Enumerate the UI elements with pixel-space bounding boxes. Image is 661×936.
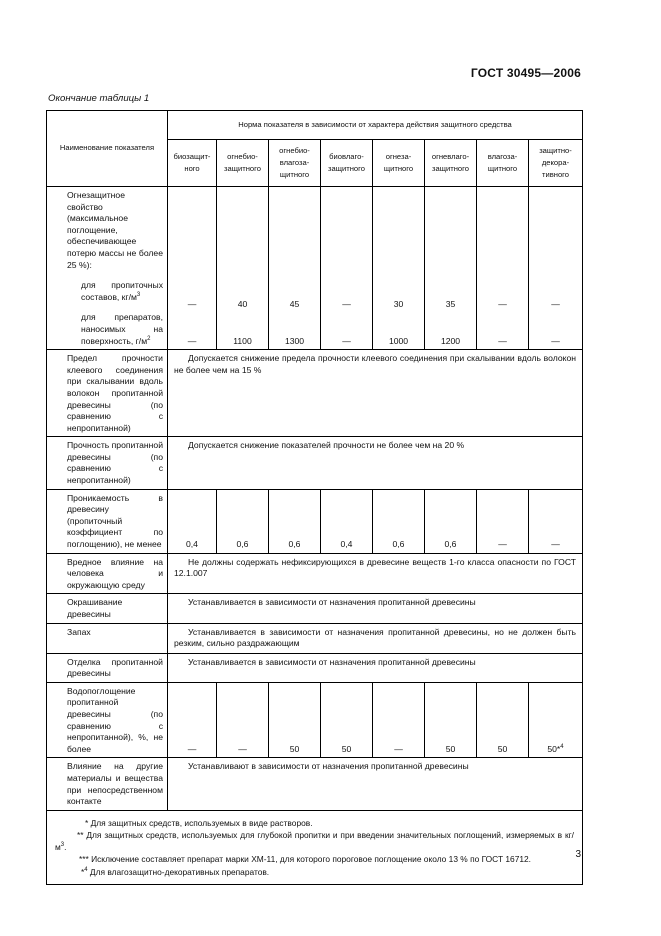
indicator-name xyxy=(47,682,168,758)
value-impregnating: — xyxy=(498,298,507,309)
indicator-name-text: Проникаемость в древесину (пропиточный коэффициент по поглощению), не менее xyxy=(67,492,163,550)
footnotes xyxy=(47,810,583,884)
value-cell: 0,6 xyxy=(269,489,321,553)
value-cell xyxy=(269,187,321,350)
sub-indicator-name xyxy=(67,280,163,303)
column-header: защитно- декора- тивного xyxy=(529,140,583,187)
unit-superscript: 2 xyxy=(147,335,151,342)
requirement-text xyxy=(168,758,583,810)
value-cell: 50 xyxy=(321,682,373,758)
value-surface: 1100 xyxy=(233,335,252,346)
column-header: огнебио- влагоза- щитного xyxy=(269,140,321,187)
document-code: ГОСТ 30495—2006 xyxy=(470,66,581,80)
indicator-name xyxy=(47,623,168,653)
value-cell xyxy=(321,187,373,350)
table-row xyxy=(47,437,583,489)
table-row xyxy=(47,489,583,553)
requirement-text-content: Устанавливают в зависимости от назначения пропитанной древесины xyxy=(188,761,469,772)
value-impregnating: — xyxy=(551,298,560,309)
indicator-name-text xyxy=(67,190,163,271)
value-surface: — xyxy=(187,335,197,346)
column-header: биозащит- ного xyxy=(168,140,217,187)
table-body xyxy=(47,187,583,811)
value-cell: — xyxy=(168,682,217,758)
requirement-text xyxy=(168,653,583,682)
value-surface: 1000 xyxy=(388,335,409,346)
value-cell: 0,4 xyxy=(321,489,373,553)
indicator-name-text: Огнезащитное свойство (максимальное поглощение, обеспечивающее потерю массы не более 25 %): xyxy=(67,190,163,270)
requirement-text xyxy=(168,553,583,594)
indicator-name-text: Отделка пропитанной древесины xyxy=(67,656,163,679)
value-cell xyxy=(217,187,269,350)
requirement-text-content: Устанавливается в зависимости от назначения пропитанной древесины xyxy=(188,597,476,608)
table-caption: Окончание таблицы 1 xyxy=(48,93,150,104)
value-cell: 0,6 xyxy=(217,489,269,553)
table-row xyxy=(47,350,583,437)
indicator-name xyxy=(47,594,168,623)
value-cell: 50*$^4$ xyxy=(529,682,583,758)
indicator-name-text: Запах xyxy=(67,626,91,637)
requirement-text xyxy=(168,623,583,653)
table-row xyxy=(47,623,583,653)
value-cell: 0,6 xyxy=(373,489,425,553)
table-row xyxy=(47,682,583,758)
unit-superscript: 3 xyxy=(136,291,141,298)
column-header: влагоза- щитного xyxy=(477,140,529,187)
table-row xyxy=(47,653,583,682)
indicator-name xyxy=(47,758,168,810)
value-impregnating: 35 xyxy=(445,298,456,309)
page-number: 3 xyxy=(575,849,581,860)
indicator-name-text: Предел прочности клеевого соединения при скалывании вдоль волокон пропитанной древесины (по сравнению с непропитанной) xyxy=(67,353,163,433)
table-row xyxy=(47,187,583,350)
indicator-name xyxy=(47,350,168,437)
sub-indicator-name xyxy=(67,312,163,347)
header-indicator-name: Наименование показателя xyxy=(47,111,168,187)
indicator-name-text: для пропиточных составов, кг/м xyxy=(81,280,163,302)
value-impregnating: — xyxy=(187,298,197,309)
indicator-name-text: Окрашивание древесины xyxy=(67,597,123,620)
table-row xyxy=(47,553,583,594)
value-cell xyxy=(373,187,425,350)
indicator-name xyxy=(47,187,168,350)
header-group: Норма показателя в зависимости от характера действия защитного средства xyxy=(168,111,583,140)
indicator-name xyxy=(47,653,168,682)
value-cell xyxy=(477,187,529,350)
footnote-1: * Для защитных средств, используемых в виде растворов. xyxy=(85,817,313,828)
value-surface: — xyxy=(342,335,351,346)
indicator-name xyxy=(47,489,168,553)
indicator-name xyxy=(47,437,168,489)
column-header: огнебио- защитного xyxy=(217,140,269,187)
value-surface: — xyxy=(551,335,560,346)
value-cell xyxy=(168,187,217,350)
requirement-text-content: Устанавливается в зависимости от назначения пропитанной древесины xyxy=(188,656,476,667)
value-impregnating: 40 xyxy=(237,298,248,309)
value-surface: — xyxy=(498,335,507,346)
column-header: огнеза- щитного xyxy=(373,140,425,187)
footnote-3: *** Исключение составляет препарат марки ХМ-11, для которого пороговое поглощение около 13 % по ГОСТ 16712. xyxy=(79,854,531,865)
requirement-text-content: Допускается снижение предела прочности клеевого соединения при скалывании вдоль волокон не более чем на 15 % xyxy=(174,353,576,375)
requirement-text xyxy=(168,437,583,489)
column-header: огневлаго- защитного xyxy=(425,140,477,187)
footnote-4: *$^4$ Для влагозащитно-декоративных препаратов. xyxy=(81,866,270,877)
value-cell: — xyxy=(373,682,425,758)
value-cell: 50 xyxy=(477,682,529,758)
value-cell: 50 xyxy=(425,682,477,758)
indicator-name-text: Водопоглощение пропитанной древесины (по сравнению с непропитанной), %, не более xyxy=(67,685,163,754)
table-row xyxy=(47,594,583,623)
requirement-text xyxy=(168,350,583,437)
footnote-2: ** Для защитных средств, используемых для глубокой пропитки и при введении значительных поглощений, измеряемых в $кг/м^3$. xyxy=(55,829,574,853)
value-cell: 0,4 xyxy=(168,489,217,553)
value-cell xyxy=(529,187,583,350)
requirement-text-content: Допускается снижение показателей прочности не более чем на 20 % xyxy=(188,440,465,451)
indicator-name-text: Влияние на другие материалы и вещества при непосредственном контакте xyxy=(67,761,163,807)
indicator-name xyxy=(47,553,168,594)
value-impregnating: 30 xyxy=(393,298,404,309)
requirement-text-content: Не должны содержать нефиксирующихся в древесине веществ 1-го класса опасности по ГОСТ 12.1.007 xyxy=(174,556,576,579)
table-row xyxy=(47,758,583,810)
value-impregnating: 45 xyxy=(289,298,300,309)
value-surface: 1300 xyxy=(284,335,305,346)
specification-table xyxy=(46,110,583,885)
indicator-name-text: Прочность пропитанной древесины (по сравнению с непропитанной) xyxy=(67,440,164,486)
value-cell: — xyxy=(477,489,529,553)
value-impregnating: — xyxy=(342,298,351,309)
indicator-name-text: Вредное влияние на человека и окружающую среду xyxy=(67,556,163,590)
value-cell: — xyxy=(529,489,583,553)
value-cell: 0,6 xyxy=(425,489,477,553)
column-header: биовлаго- защитного xyxy=(321,140,373,187)
value-surface: 1200 xyxy=(440,335,461,346)
requirement-text-content: Устанавливается в зависимости от назначения пропитанной древесины, но не должен быть резким, сильно раздражающим xyxy=(174,626,576,649)
requirement-text xyxy=(168,594,583,623)
value-cell: 50 xyxy=(269,682,321,758)
value-cell: — xyxy=(217,682,269,758)
indicator-name-text: для препаратов, наносимых на поверхность, г/м xyxy=(81,312,163,346)
value-cell xyxy=(425,187,477,350)
